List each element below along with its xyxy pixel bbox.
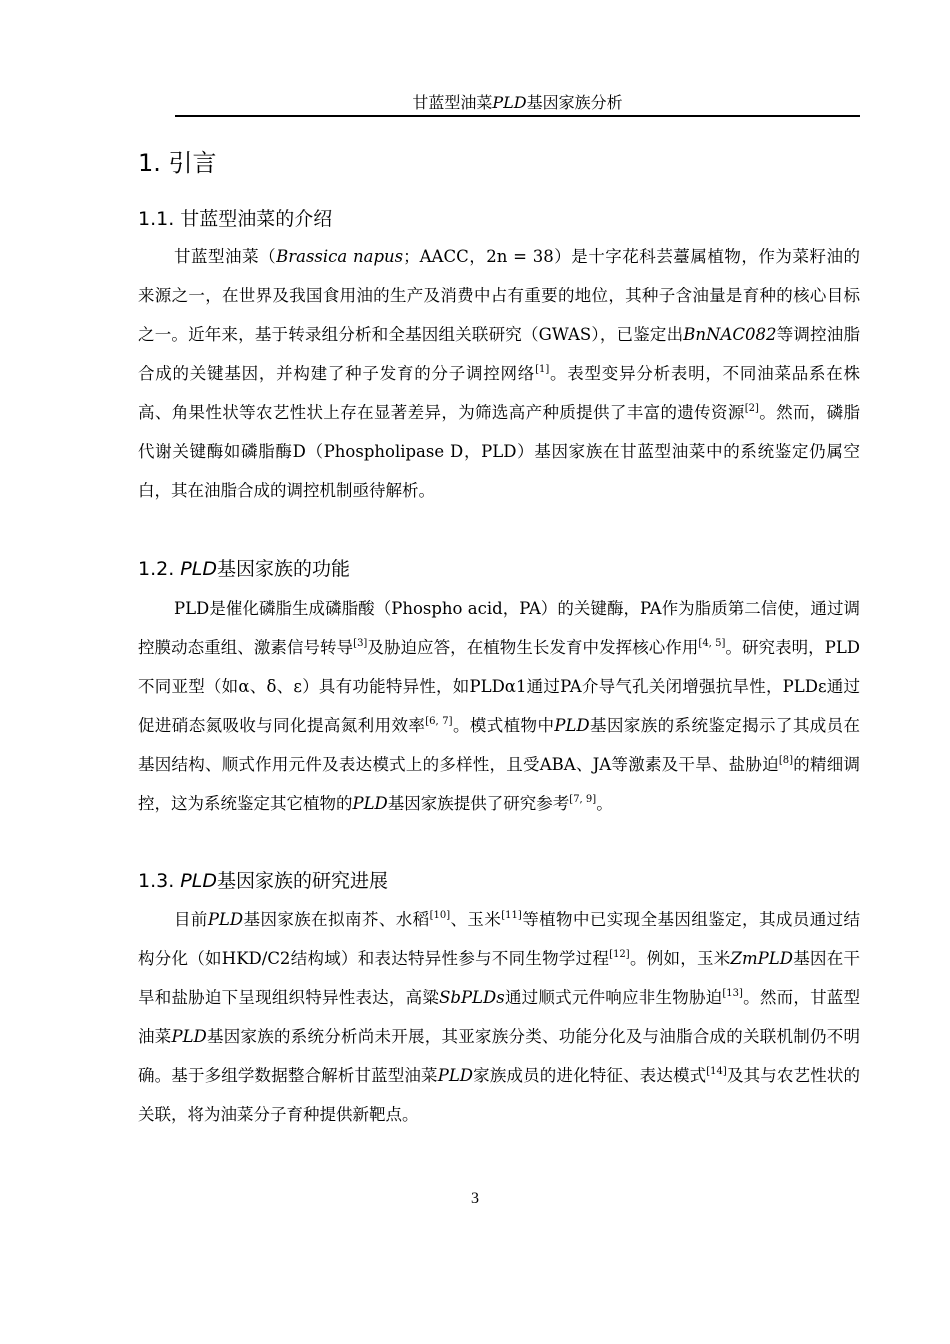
subsection-heading-1-1: 1.1. 甘蓝型油菜的介绍	[138, 208, 333, 230]
paragraph-1-2: PLD是催化磷脂生成磷脂酸（Phospho acid，PA）的关键酶，PA作为脂质第二信使，通过调控膜动态重组、激素信号转导[3]及胁迫应答，在植物生长发育中发挥核心作用[4, 5]。研究表明，PLD不同亚型（如α、δ、ε）具有功能特异性，如PLDα1通过PA介导气孔关闭增强抗旱性，PLDε通过促进硝态氮吸收与同化提高氮利用效率[6, 7]。模式植物中PLD基因家族的系统鉴定揭示了其成员在基因结构、顺式作用元件及表达模式上的多样性，且受ABA、JA等激素及干旱、盐胁迫[8]的精细调控，这为系统鉴定其它植物的PLD基因家族提供了研究参考[7, 9]。	[138, 599, 861, 813]
header-text-a: 甘蓝型油菜	[412, 93, 493, 112]
section-heading-1: 1. 引言	[138, 149, 217, 177]
subsection-heading-1-3: 1.3. PLD基因家族的研究进展	[138, 870, 388, 892]
running-header	[175, 93, 860, 115]
subsection-heading-1-2: 1.2. PLD基因家族的功能	[138, 558, 350, 580]
header-rule	[175, 115, 860, 117]
paragraph-1-1: 甘蓝型油菜（Brassica napus；AACC，2n = 38）是十字花科芸薹属植物，作为菜籽油的来源之一，在世界及我国食用油的生产及消费中占有重要的地位，其种子含油量是育种的核心目标之一。近年来，基于转录组分析和全基因组关联研究（GWAS），已鉴定出BnNAC082等调控油脂合成的关键基因，并构建了种子发育的分子调控网络[1]。表型变异分析表明，不同油菜品系在株高、角果性状等农艺性状上存在显著差异，为筛选高产种质提供了丰富的遗传资源[2]。然而，磷脂代谢关键酶如磷脂酶D（Phospholipase D，PLD）基因家族在甘蓝型油菜中的系统鉴定仍属空白，其在油脂合成的调控机制亟待解析。	[138, 247, 861, 500]
header-text-b: 基因家族分析	[526, 93, 623, 112]
page-number: 3	[471, 1190, 479, 1207]
header-text-em: PLD	[492, 93, 527, 112]
paragraph-1-3: 目前PLD基因家族在拟南芥、水稻[10]、玉米[11]等植物中已实现全基因组鉴定，其成员通过结构分化（如HKD/C2结构域）和表达特异性参与不同生物学过程[12]。例如，玉米ZmPLD基因在干旱和盐胁迫下呈现组织特异性表达，高粱SbPLDs通过顺式元件响应非生物胁迫[13]。然而，甘蓝型油菜PLD基因家族的系统分析尚未开展，其亚家族分类、功能分化及与油脂合成的关联机制仍不明确。基于多组学数据整合解析甘蓝型油菜PLD家族成员的进化特征、表达模式[14]及其与农艺性状的关联，将为油菜分子育种提供新靶点。	[138, 910, 861, 1124]
